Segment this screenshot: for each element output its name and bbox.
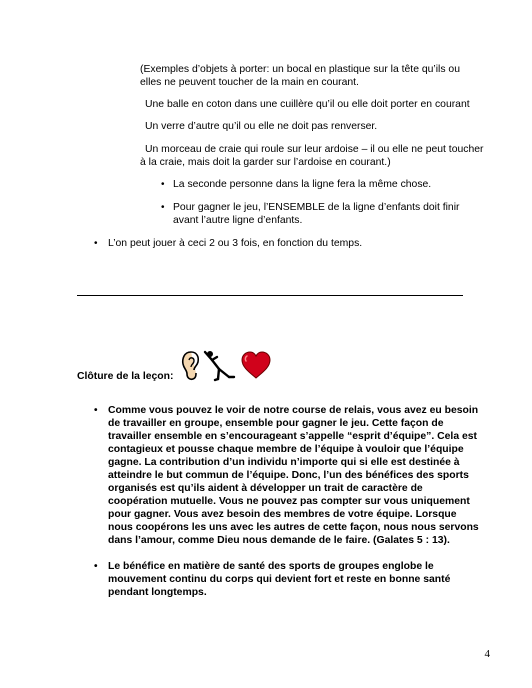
example-glass: Un verre d’autre qu’il ou elle ne doit pas renverser. [145,121,378,132]
main-bullet-text: L’on peut jouer à ceci 2 ou 3 fois, en fonction du temps. [108,238,363,249]
closing-bullet-2-line-3: pendant longtemps. [108,587,207,598]
examples-line-1: (Exemples d’objets à porter: un bocal en plastique sur la tête qu’ils ou [140,64,460,75]
closing-bullet-1-line-2: de travailler en groupe, ensemble pour gagner le jeu. Cette façon de [108,418,444,429]
closing-bullet-1-line-9: pour gagner. Vous avez besoin des membres de votre équipe. Lorsque [108,509,457,520]
bullet-dot: • [94,405,98,416]
closing-bullet-1-line-7: organisés est qu’ils aident à développer un trait de caractère de [108,483,423,494]
closing-bullet-1-line-8: coopération mutuelle. Vous ne pouvez pas compter sur vous uniquement [108,496,470,507]
horizontal-rule [77,295,463,296]
example-ball: Une balle en coton dans une cuillère qu’il ou elle doit porter en courant [145,99,470,110]
example-chalk-line-2: à la craie, mais doit la garder sur l’ardoise en courant.) [140,157,391,168]
closing-bullet-1-line-10: nous coopérons les uns avec les autres de cette façon, nous nous servons [108,522,479,533]
heart-icon [242,352,270,378]
closing-icons [181,348,273,382]
closing-bullet-1-line-6: atteindre le but commun de l’équipe. Donc, l’un des bénéfices des sports [108,470,469,481]
examples-line-2: elles ne peuvent toucher de la main en courant. [140,77,359,88]
closing-bullet-1-line-5: gagne. La contribution d’un individu n’importe qui si elle est destinée à [108,457,460,468]
closing-bullet-1-line-11: dans l’amour, comme Dieu nous demande de le faire. (Galates 5 : 13). [108,535,450,546]
page-number: 4 [484,648,490,660]
bullet-dot: • [161,202,165,213]
closing-bullet-2-line-2: mouvement continu du corps qui devient fort et reste en bonne santé [108,574,451,585]
closing-bullet-1-line-1: Comme vous pouvez le voir de notre course de relais, vous avez eu besoin [108,405,479,416]
closing-bullet-1-line-3: travailler ensemble en s’encourageant s’appelle “esprit d’équipe”. Cela est [108,431,478,442]
bullet-dot: • [161,179,165,190]
closing-bullet-1-line-4: contagieux et pousse chaque membre de l’équipe à vouloir que l’équipe [108,444,464,455]
sub-bullet-1-line-1: La seconde personne dans la ligne fera la même chose. [173,179,432,190]
sub-bullet-2-line-1: Pour gagner le jeu, l’ENSEMBLE de la ligne d’enfants doit finir [173,202,460,213]
bullet-dot: • [94,238,98,249]
stretching-person-icon [205,351,234,380]
example-chalk-line-1: Un morceau de craie qui roule sur leur ardoise – il ou elle ne peut toucher [145,144,484,155]
ear-icon [183,352,198,379]
closing-label: Clôture de la leçon: [77,371,174,382]
bullet-dot: • [94,561,98,572]
sub-bullet-2-line-2: avant l’autre ligne d’enfants. [173,215,303,226]
closing-bullet-2-line-1: Le bénéfice en matière de santé des sports de groupes englobe le [108,561,434,572]
